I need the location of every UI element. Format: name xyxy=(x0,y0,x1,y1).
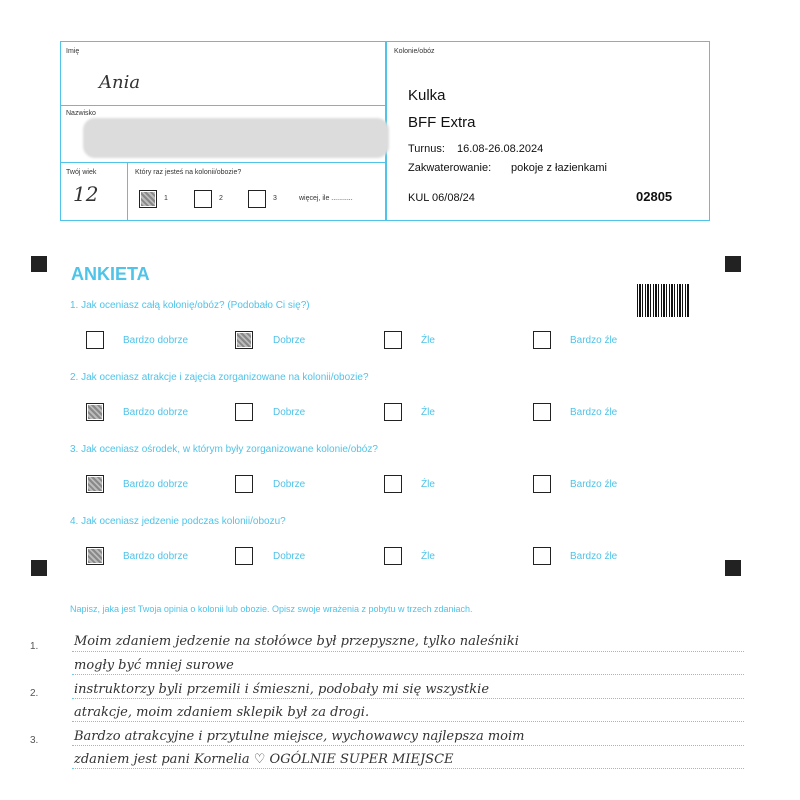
q2-checkbox-1[interactable] xyxy=(86,403,104,421)
which-time-checkbox-3[interactable] xyxy=(248,190,266,208)
answer-line: instruktorzy byli przemili i śmieszni, podobały mi się wszystkie xyxy=(74,682,490,697)
first-name-label: Imię xyxy=(66,48,80,55)
first-name-value: Ania xyxy=(99,72,141,93)
q1-option-label: Źle xyxy=(421,335,435,346)
which-time-option-3: 3 xyxy=(273,195,277,202)
divider xyxy=(61,162,385,163)
opinion-prompt: Napisz, jaka jest Twoja opinia o kolonii lub obozie. Opisz swoje wrażenia z pobytu w trzech zdaniach. xyxy=(70,604,473,614)
q3-option-label: Bardzo źle xyxy=(570,479,618,490)
age-value: 12 xyxy=(73,182,99,206)
q1-checkbox-2[interactable] xyxy=(235,331,253,349)
q1-option-label: Bardzo dobrze xyxy=(123,335,189,346)
q1-checkbox-4[interactable] xyxy=(533,331,551,349)
writing-line xyxy=(72,651,744,652)
survey-title: ANKIETA xyxy=(71,264,150,284)
writing-line xyxy=(72,768,744,769)
answer-line: atrakcje, moim zdaniem sklepik był za drogi. xyxy=(74,705,370,720)
accommodation-label: Zakwaterowanie: xyxy=(408,162,492,174)
question-1: 1. Jak oceniasz całą kolonię/obóz? (Podobało Ci się?) xyxy=(70,300,310,311)
answer-line: Bardzo atrakcyjne i przytulne miejsce, wychowawcy najlepsza moim xyxy=(74,729,525,744)
form-number: 02805 xyxy=(636,189,673,204)
which-time-checkbox-1[interactable] xyxy=(139,190,157,208)
writing-line xyxy=(72,721,744,722)
q4-option-label: Źle xyxy=(421,551,435,562)
q1-checkbox-3[interactable] xyxy=(384,331,402,349)
header-form xyxy=(60,41,710,221)
writing-line xyxy=(72,745,744,746)
redacted-last-name xyxy=(83,118,389,158)
q2-option-label: Bardzo dobrze xyxy=(123,407,189,418)
answer-line: mogły być mniej surowe xyxy=(74,658,234,673)
question-4: 4. Jak oceniasz jedzenie podczas kolonii/obozu? xyxy=(70,516,286,527)
camp-type: BFF Extra xyxy=(408,114,476,131)
answer-number: 1. xyxy=(30,641,39,652)
divider xyxy=(61,105,385,106)
q1-option-label: Dobrze xyxy=(273,335,306,346)
which-time-option-1: 1 xyxy=(164,195,168,202)
q2-option-label: Źle xyxy=(421,407,435,418)
which-time-checkbox-2[interactable] xyxy=(194,190,212,208)
answer-number: 2. xyxy=(30,688,39,699)
q3-checkbox-4[interactable] xyxy=(533,475,551,493)
q2-option-label: Dobrze xyxy=(273,407,306,418)
q4-option-label: Bardzo dobrze xyxy=(123,551,189,562)
q2-checkbox-4[interactable] xyxy=(533,403,551,421)
last-name-label: Nazwisko xyxy=(66,110,96,117)
q4-checkbox-2[interactable] xyxy=(235,547,253,565)
q1-option-label: Bardzo źle xyxy=(570,335,618,346)
question-2: 2. Jak oceniasz atrakcje i zajęcia zorganizowane na kolonii/obozie? xyxy=(70,372,369,383)
question-3: 3. Jak oceniasz ośrodek, w którym były zorganizowane kolonie/obóz? xyxy=(70,444,378,455)
q2-option-label: Bardzo źle xyxy=(570,407,618,418)
writing-line xyxy=(72,698,744,699)
answer-line: zdaniem jest pani Kornelia ♡ OGÓLNIE SUPER MIEJSCE xyxy=(74,752,454,767)
camp-code: KUL 06/08/24 xyxy=(408,192,475,204)
q2-checkbox-2[interactable] xyxy=(235,403,253,421)
barcode xyxy=(637,284,689,317)
camp-name: Kulka xyxy=(408,87,446,104)
answer-number: 3. xyxy=(30,735,39,746)
q4-checkbox-3[interactable] xyxy=(384,547,402,565)
which-time-label: Który raz jesteś na kolonii/obozie? xyxy=(135,169,242,176)
turnus-value: 16.08-26.08.2024 xyxy=(457,143,544,155)
which-time-option-2: 2 xyxy=(219,195,223,202)
age-label: Twój wiek xyxy=(66,169,97,176)
registration-mark xyxy=(725,560,741,576)
q4-checkbox-1[interactable] xyxy=(86,547,104,565)
q3-option-label: Dobrze xyxy=(273,479,306,490)
registration-mark xyxy=(725,256,741,272)
camp-label: Kolonie/obóz xyxy=(394,48,435,55)
q3-option-label: Bardzo dobrze xyxy=(123,479,189,490)
turnus-label: Turnus: xyxy=(408,143,445,155)
q3-checkbox-1[interactable] xyxy=(86,475,104,493)
q4-option-label: Bardzo źle xyxy=(570,551,618,562)
q3-option-label: Źle xyxy=(421,479,435,490)
writing-line xyxy=(72,674,744,675)
divider xyxy=(127,162,128,220)
which-time-option-more: więcej, ile ........... xyxy=(299,195,353,202)
q3-checkbox-2[interactable] xyxy=(235,475,253,493)
q1-checkbox-1[interactable] xyxy=(86,331,104,349)
accommodation-value: pokoje z łazienkami xyxy=(511,162,607,174)
registration-mark xyxy=(31,256,47,272)
q2-checkbox-3[interactable] xyxy=(384,403,402,421)
q4-option-label: Dobrze xyxy=(273,551,306,562)
answer-line: Moim zdaniem jedzenie na stołówce był przepyszne, tylko naleśniki xyxy=(74,634,519,649)
q4-checkbox-4[interactable] xyxy=(533,547,551,565)
registration-mark xyxy=(31,560,47,576)
q3-checkbox-3[interactable] xyxy=(384,475,402,493)
